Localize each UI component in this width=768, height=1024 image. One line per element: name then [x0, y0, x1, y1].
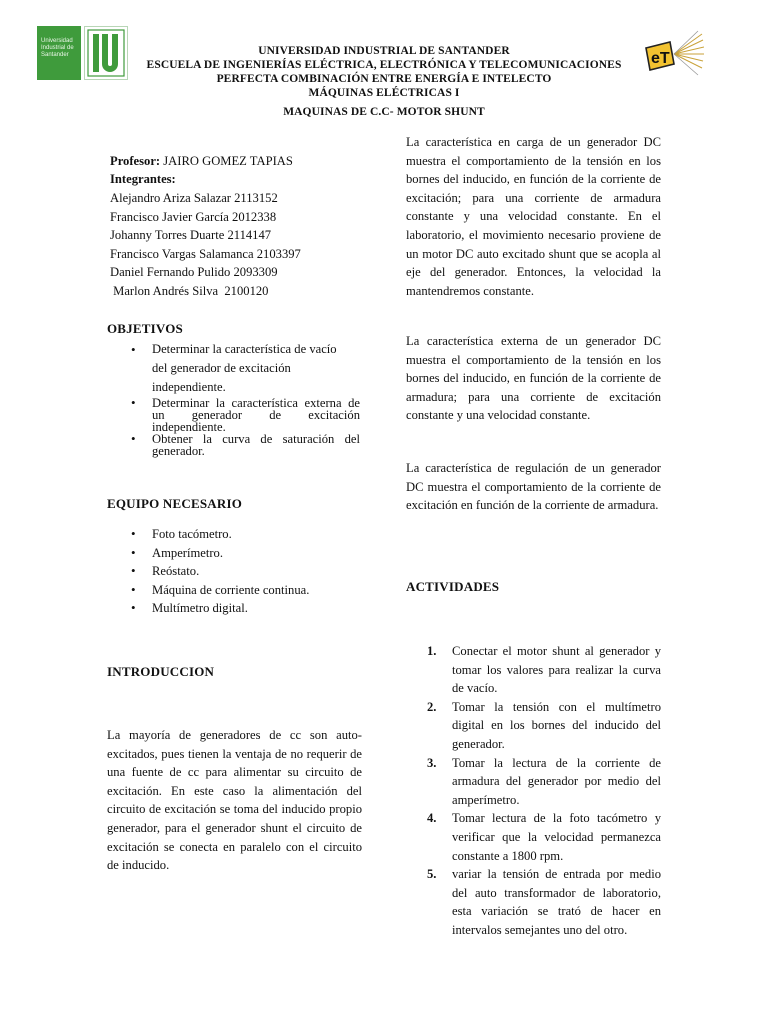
- school-motto: PERFECTA COMBINACIÓN ENTRE ENERGÍA E INTELECTO: [216, 73, 552, 85]
- activity-number: 5.: [427, 867, 437, 882]
- activity-item: [406, 809, 661, 865]
- objective-item: • Determinar la característica de vacío del generador de excitación independiente.: [130, 340, 340, 397]
- activity-text: Tomar la tensión con el multímetro digital en los bornes del inducido del generador.: [452, 699, 661, 751]
- objective-item: • Obtener la curva de saturación del generador.: [130, 433, 360, 457]
- equipment-item: • Reóstato.: [130, 562, 360, 581]
- member-item: Francisco Javier García 2012338: [110, 209, 277, 224]
- member-item: Johanny Torres Duarte 2114147: [110, 228, 272, 243]
- equipment-item: • Amperímetro.: [130, 544, 360, 563]
- university-name: UNIVERSIDAD INDUSTRIAL DE SANTANDER: [258, 45, 510, 57]
- activity-number: 2.: [427, 699, 437, 714]
- member-item: Marlon Andrés Silva 2100120: [110, 283, 269, 298]
- equipment-list: [130, 525, 360, 618]
- svg-text:eT: eT: [651, 50, 670, 67]
- activity-item: [406, 754, 661, 810]
- activity-number: 3.: [427, 755, 437, 770]
- members-list: [110, 189, 370, 301]
- equipment-item: • Multímetro digital.: [130, 599, 360, 618]
- objectives-list: [130, 340, 360, 457]
- equipment-item: • Máquina de corriente continua.: [130, 581, 360, 600]
- professor-line: [110, 152, 362, 171]
- objective-item: • Determinar la característica externa de un generador de excitación independiente.: [130, 397, 360, 433]
- intro-paragraph: La mayoría de generadores de cc son auto-excitados, pues tienen la ventaja de no requerir de una fuente de cc para alimentar su circuito de excitación. En este caso la alimentación del circuito de excitación se toma del inducido propio generador, para el generador shunt el circuito de excitación se conecta en paralelo con el circuito de inducido.: [107, 728, 362, 873]
- activity-text: Conectar el motor shunt al generador y tomar los valores para realizar la curva de vacío.: [452, 644, 661, 696]
- university-logo-text: Universidad Industrial de Santander: [41, 38, 74, 58]
- professor-name: JAIRO GOMEZ TAPIAS: [160, 154, 293, 168]
- member-item: Alejandro Ariza Salazar 2113152: [110, 191, 278, 205]
- activity-item: [406, 865, 661, 939]
- school-name: ESCUELA DE INGENIERÍAS ELÉCTRICA, ELECTRÓNICA Y TELECOMUNICACIONES: [146, 59, 622, 71]
- activities-list: [406, 642, 661, 940]
- activity-number: 1.: [427, 644, 437, 658]
- activity-text: Tomar la lectura de la corriente de armadura del generador por medio del amperímetro.: [452, 755, 661, 807]
- professor-label: Profesor:: [110, 154, 161, 168]
- objectives-heading: OBJETIVOS: [107, 321, 183, 336]
- paragraph-load-characteristic: La característica en carga de un generador DC muestra el comportamiento de la tensión en los bornes del inducido, en función de la corriente de excitación; para una corriente de armadura constante y una velocidad constante. En el laboratorio, el movimiento necesario proviene de un motor DC auto excitado shunt que se acopla al eje del generador. Entonces, la velocidad la mantendremos constante.: [406, 135, 661, 298]
- activities-heading: ACTIVIDADES: [406, 579, 500, 594]
- paragraph-external-characteristic: La característica externa de un generador DC muestra el comportamiento de la tensión en los bornes del inducido, en función de la corriente de armadura; para una corriente de excitación constante y una velocidad constante.: [406, 334, 661, 423]
- equipment-heading: EQUIPO NECESARIO: [107, 496, 243, 511]
- activity-number: 4.: [427, 811, 437, 826]
- members-label: Integrantes:: [110, 172, 176, 186]
- equipment-item: • Foto tacómetro.: [130, 525, 360, 544]
- document-title: MAQUINAS DE C.C- MOTOR SHUNT: [283, 106, 485, 118]
- member-item: Daniel Fernando Pulido 2093309: [110, 265, 278, 280]
- paragraph-regulation-characteristic: La característica de regulación de un generador DC muestra el comportamiento de la corriente de excitación en función de la corriente de armadura.: [406, 461, 661, 513]
- activity-item: [406, 642, 661, 698]
- activity-item: [406, 698, 661, 754]
- activity-text: Tomar lectura de la foto tacómetro y verificar que la velocidad permanezca constante a 1800 rpm.: [452, 811, 661, 863]
- intro-heading: INTRODUCCION: [107, 664, 215, 679]
- course-name: MÁQUINAS ELÉCTRICAS I: [308, 87, 460, 99]
- activity-text: variar la tensión de entrada por medio del auto transformador de laboratorio, esta variación se trató de hacer en intervalos semejantes uno del otro.: [452, 867, 661, 937]
- member-item: Francisco Vargas Salamanca 2103397: [110, 246, 301, 261]
